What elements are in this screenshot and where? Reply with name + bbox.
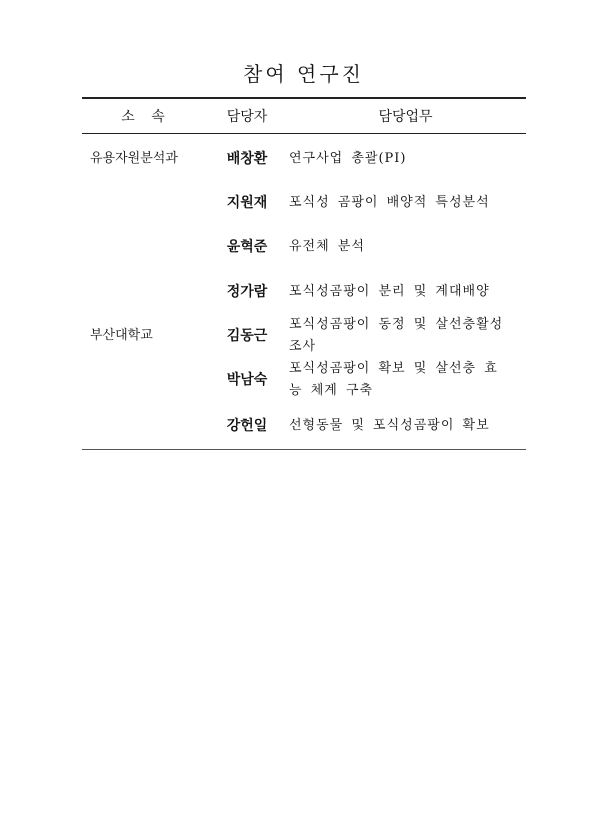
table-row [82,194,526,240]
table-top-rule [82,97,526,99]
header-person: 담당자 [226,109,268,125]
table-header-rule [82,133,526,134]
table-row [82,361,526,417]
table-row [82,417,526,463]
row-task: 포식성곰팡이 확보 및 살선충 효능 체계 구축 [289,361,498,398]
row-person: 강헌일 [226,418,268,434]
row-task: 포식성 곰팡이 배양적 특성분석 [289,195,490,210]
header-task: 담당업무 [378,109,433,125]
header-affiliation: 소 속 [121,109,171,125]
row-person: 정가람 [226,284,268,300]
row-person: 지원재 [226,195,268,211]
row-person: 배창환 [226,151,268,167]
row-affiliation: 부산대학교 [90,328,153,343]
row-task: 유전체 분석 [289,239,365,254]
row-person: 박남숙 [226,372,268,388]
row-affiliation: 유용자원분석과 [90,151,178,166]
row-person: 김동근 [226,328,268,344]
row-task: 포식성곰팡이 동정 및 살선충활성 조사 [289,317,504,354]
table-bottom-rule [82,449,526,450]
page-title: 참여 연구진 [243,62,364,86]
row-task: 연구사업 총괄(PI) [289,151,407,166]
row-task: 선형동물 및 포식성곰팡이 확보 [289,418,490,433]
row-task: 포식성곰팡이 분리 및 계대배양 [289,284,490,299]
table-row [82,150,526,196]
row-person: 윤혁준 [226,239,268,255]
table-row [82,238,526,284]
